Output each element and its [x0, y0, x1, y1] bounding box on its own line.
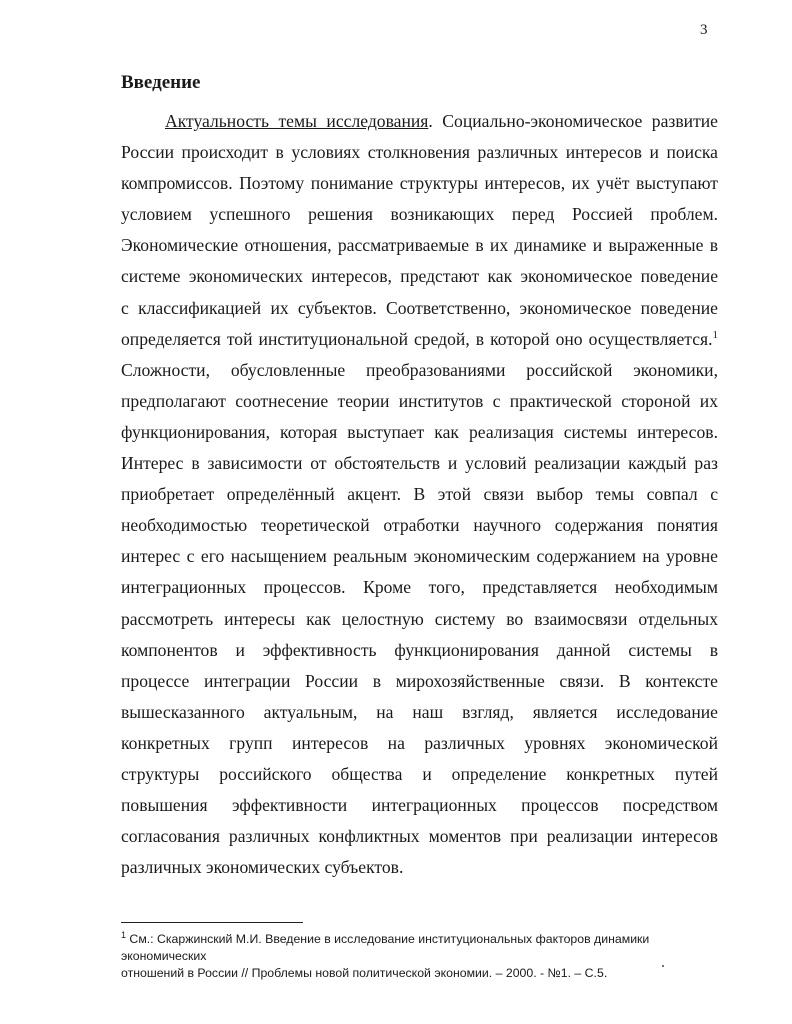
section-heading: Введение	[121, 72, 201, 93]
footnote-line: отношений в России // Проблемы новой политической экономии. – 2000. - №1. – С.5.	[121, 966, 608, 980]
body-line: интеграционных процессов. Кроме того, представляется необходимым	[121, 577, 718, 598]
footnote-line	[121, 931, 721, 965]
body-line-rest: . Социально-экономическое развитие	[428, 111, 718, 131]
body-line	[121, 106, 718, 137]
footnote-mark: 1	[121, 929, 127, 940]
body-line: России происходит в условиях столкновения различных интересов и поиска	[121, 142, 718, 163]
footnote-divider	[121, 922, 303, 923]
body-line: рассмотреть интересы как целостную систему во взаимосвязи отдельных	[121, 608, 718, 629]
body-line: вышесказанного актуальным, на наш взгляд, является исследование	[121, 701, 718, 722]
body-line: Сложности, обусловленные преобразованиями российской экономики,	[121, 359, 718, 380]
body-line: различных экономических субъектов.	[121, 857, 404, 878]
body-line: конкретных групп интересов на различных уровнях экономической	[121, 732, 718, 753]
footnote-text: См.: Скаржинский М.И. Введение в исследование институциональных факторов динамики экономических	[121, 932, 650, 963]
body-line-text: определяется той институциональной средой, в которой оно осуществляется.	[121, 328, 713, 349]
body-line: предполагают соотнесение теории институтов с практической стороной их	[121, 390, 718, 411]
body-line: приобретает определённый акцент. В этой связи выбор темы совпал с	[121, 484, 718, 505]
footnote	[121, 931, 721, 982]
body-line: системе экономических интересов, предстают как экономическое поведение	[121, 266, 718, 287]
footnote-reference[interactable]: 1	[712, 328, 718, 341]
page-number: 3	[700, 22, 708, 38]
body-text	[121, 106, 718, 883]
body-line: компонентов и эффективность функционирования данной системы в	[121, 639, 718, 660]
body-line	[121, 324, 718, 355]
body-line: согласования различных конфликтных моментов при реализации интересов	[121, 826, 718, 847]
scan-speck	[662, 965, 664, 967]
body-line: повышения эффективности интеграционных процессов посредством	[121, 795, 718, 816]
body-line: Экономические отношения, рассматриваемые в их динамике и выраженные в	[121, 235, 718, 256]
body-line: структуры российского общества и определение конкретных путей	[121, 763, 718, 784]
body-line: условием успешного решения возникающих перед Россией проблем.	[121, 204, 718, 225]
body-line: с классификацией их субъектов. Соответственно, экономическое поведение	[121, 297, 718, 318]
body-line: интерес с его насыщением реальным экономическим содержанием на уровне	[121, 546, 718, 567]
body-line: компромиссов. Поэтому понимание структуры интересов, их учёт выступают	[121, 173, 718, 194]
body-line: функционирования, которая выступает как реализация системы интересов.	[121, 421, 718, 442]
body-line: процессе интеграции России в мирохозяйственные связи. В контексте	[121, 670, 718, 691]
body-line: необходимостью теоретической отработки научного содержания понятия	[121, 515, 718, 536]
topic-relevance-label: Актуальность темы исследования	[165, 111, 429, 131]
body-line: Интерес в зависимости от обстоятельств и условий реализации каждый раз	[121, 453, 718, 474]
